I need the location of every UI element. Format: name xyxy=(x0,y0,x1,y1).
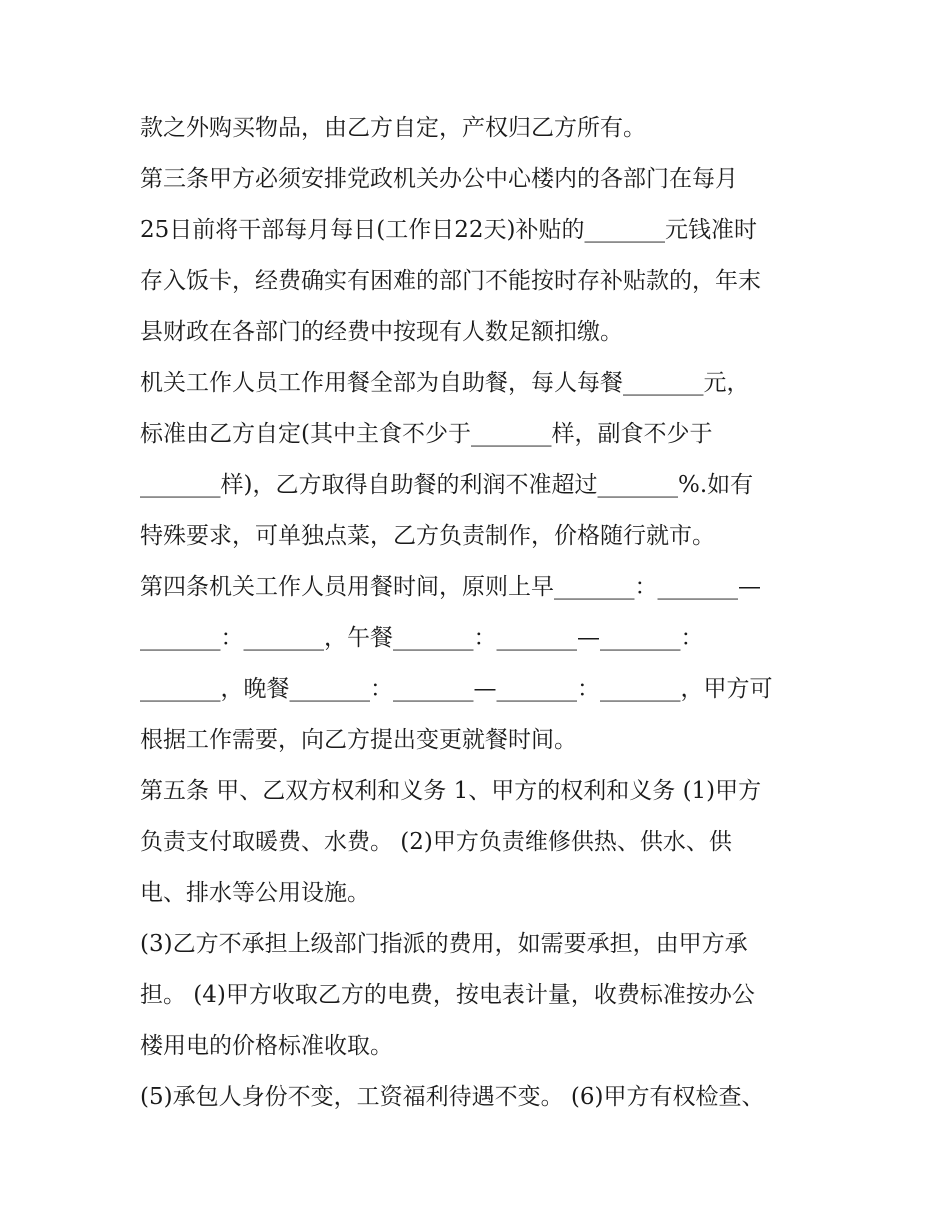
text-line: 担。 (4)甲方收取乙方的电费，按电表计量，收费标准按办公 xyxy=(140,982,755,1008)
text-line: _______，晚餐_______：_______—_______：_______，甲方可 xyxy=(140,676,773,702)
text-line: 标准由乙方自定(其中主食不少于_______样，副食不少于 xyxy=(140,421,713,447)
text-line: 第五条 甲、乙双方权利和义务 1、甲方的权利和义务 (1)甲方 xyxy=(140,778,762,804)
text-line: _______样)，乙方取得自助餐的利润不准超过_______%.如有 xyxy=(140,472,754,498)
text-line: 存入饭卡，经费确实有困难的部门不能按时存补贴款的，年末 xyxy=(140,268,761,294)
document-body xyxy=(140,103,820,1123)
text-line: (5)承包人身份不变，工资福利待遇不变。 (6)甲方有权检查、 xyxy=(140,1084,765,1110)
text-line: 25日前将干部每月每日(工作日22天)补贴的_______元钱准时 xyxy=(140,217,757,243)
text-line: (3)乙方不承担上级部门指派的费用，如需要承担，由甲方承 xyxy=(140,931,748,957)
text-line: _______：_______，午餐_______：_______—_______： xyxy=(140,625,704,651)
text-line: 楼用电的价格标准收取。 xyxy=(140,1033,393,1059)
text-line: 款之外购买物品，由乙方自定，产权归乙方所有。 xyxy=(140,115,646,141)
text-line: 负责支付取暖费、水费。 (2)甲方负责维修供热、供水、供 xyxy=(140,829,732,855)
text-line: 根据工作需要，向乙方提出变更就餐时间。 xyxy=(140,727,577,753)
text-line: 第四条机关工作人员用餐时间，原则上早_______：_______— xyxy=(140,574,761,600)
text-line: 电、排水等公用设施。 xyxy=(140,880,370,906)
text-line: 第三条甲方必须安排党政机关办公中心楼内的各部门在每月 xyxy=(140,166,738,192)
text-line: 县财政在各部门的经费中按现有人数足额扣缴。 xyxy=(140,319,623,345)
text-line: 特殊要求，可单独点菜，乙方负责制作，价格随行就市。 xyxy=(140,523,715,549)
text-line: 机关工作人员工作用餐全部为自助餐，每人每餐_______元， xyxy=(140,370,750,396)
